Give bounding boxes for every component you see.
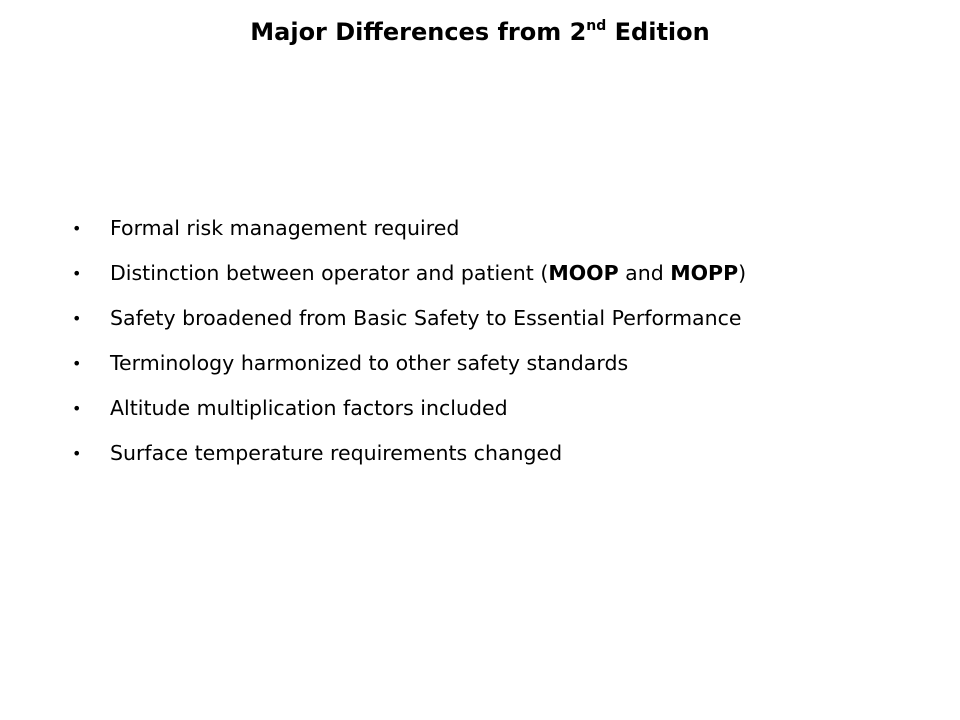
bullet-text-mid: and: [618, 261, 671, 285]
bullet-marker: •: [72, 354, 82, 373]
bullet-text: Altitude multiplication factors included: [110, 396, 508, 420]
bullet-text-pre: Distinction between operator and patient (: [110, 261, 549, 285]
bullet-item-4: [72, 341, 932, 386]
bullet-text: Safety broadened from Basic Safety to Essential Performance: [110, 306, 742, 330]
bullet-item-2: [72, 251, 932, 296]
bullet-text: Formal risk management required: [110, 216, 460, 240]
bullet-item-1: [72, 206, 932, 251]
bullet-marker: •: [72, 219, 82, 238]
bullet-text: [110, 251, 746, 296]
bullet-marker: •: [72, 399, 82, 418]
bullet-marker: •: [72, 309, 82, 328]
title-tail: Edition: [606, 18, 710, 46]
bullet-text-mopp: MOPP: [670, 261, 739, 285]
bullet-marker: •: [72, 264, 82, 283]
bullet-item-6: [72, 431, 932, 476]
bullet-marker: •: [72, 444, 82, 463]
bullet-text: Terminology harmonized to other safety standards: [110, 351, 629, 375]
bullet-item-3: [72, 296, 932, 341]
title-superscript: nd: [586, 18, 607, 34]
bullet-text: Surface temperature requirements changed: [110, 441, 563, 465]
bullet-text-post: ): [738, 261, 747, 285]
slide-title: [0, 14, 960, 50]
bullet-list: [72, 206, 932, 476]
bullet-text-moop: MOOP: [548, 261, 619, 285]
title-main: Major Differences from 2: [250, 18, 587, 46]
bullet-item-5: [72, 386, 932, 431]
